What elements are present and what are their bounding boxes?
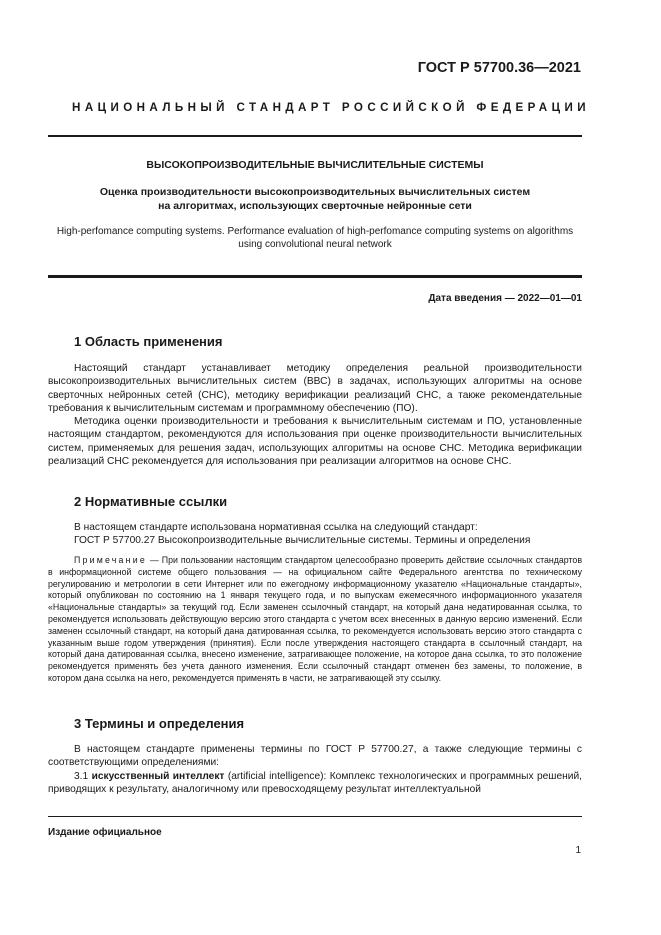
section-2-reference: ГОСТ Р 57700.27 Высокопроизводительные вычислительные системы. Термины и определения [74,535,531,547]
section-1-paragraph-2: Методика оценки производительности и требования к вычислительным системам и ПО, установленные настоящим стандартом, рекомендуются для использования при оценке производительности вычислительных систем, применяемых для решения задач, использующих алгоритмы на основе СНС. Методика верификации реализаций СНС рекомендуется для использования при реализации алгоритмов на основе СНС. [48,416,582,468]
section-1-body [48,362,582,468]
gost-number: ГОСТ Р 57700.36—2021 [417,60,581,76]
section-1-paragraph-1: Настоящий стандарт устанавливает методику определения реальной производительности высокопроизводительных вычислительных систем (ВВС) в задачах, использующих алгоритмы на основе сверточных нейронных сетей (СНС), методику верификации реализаций СНС, а также рекомендательные требования к вычислительным системам и программному обеспечению (ПО). [48,363,582,414]
subtitle-ru-line1: Оценка производительности высокопроизводительных вычислительных систем [99,186,531,198]
document-subtitle-ru [48,185,582,213]
term-text: (artificial intelligence): Комплекс технологических и программных решений, приводящих к результату, аналогичному или превосходящему результат интеллектуальной [48,770,582,795]
note-label: Примечание [74,555,147,565]
page-number: 1 [575,845,581,856]
section-2-heading: 2 Нормативные ссылки [74,494,228,509]
term-name: искусственный интеллект [91,770,225,782]
introduction-date: Дата введения — 2022—01—01 [428,293,582,304]
subtitle-en-line1: High-perfomance computing systems. Performance evaluation of high-perfomance computing systems on algorithms [56,226,574,237]
top-divider [48,135,582,137]
official-edition-label: Издание официальное [48,827,162,838]
subtitle-ru-line2: на алгоритмах, использующих сверточные нейронные сети [158,200,472,212]
section-1-heading: 1 Область применения [74,334,223,349]
section-3-paragraph-1: В настоящем стандарте применены термины по ГОСТ Р 57700.27, а также следующие термины с соответствующими определениями: [48,744,582,769]
note-text: — При пользовании настоящим стандартом целесообразно проверить действие ссылочных стандартов в информационной системе общего пользования — на официальном сайте Федерального агентства по техническому регулированию и метрологии в сети Интернет или по ежегодному информационному указателю «Национальные стандарты», который опубликован по состоянию на 1 января текущего года, и по выпускам ежемесячного информационного указателя «Национальные стандарты» за текущий год. Если заменен ссылочный стандарт, на который дана недатированная ссылка, то рекомендуется использовать действующую версию этого стандарта с учетом всех внесенных в данную версию изменений. Если заменен ссылочный стандарт, на который дана датированная ссылка, то рекомендуется использовать версию этого стандарта с указанным выше годом утверждения (принятия). Если после утверждения настоящего стандарта в ссылочный стандарт, на который дана датированная ссылка, внесено изменение, затрагивающее положение, на которое дана ссылка, то это положение рекомендуется применять без учета данного изменения. Если ссылочный стандарт отменен без замены, то положение, в котором дана ссылка на него, рекомендуется применять в части, не затрагивающей эту ссылку. [48,555,582,683]
national-standard-heading: НАЦИОНАЛЬНЫЙ СТАНДАРТ РОССИЙСКОЙ ФЕДЕРАЦИИ [72,101,590,114]
section-2-body [48,521,582,548]
section-3-body [48,743,582,796]
document-subtitle-en [48,225,582,251]
term-definition-3-1 [48,770,582,797]
section-2-paragraph-1: В настоящем стандарте использована нормативная ссылка на следующий стандарт: [74,522,478,533]
section-2-note [48,555,582,685]
section-3-heading: 3 Термины и определения [74,716,245,731]
document-title: ВЫСОКОПРОИЗВОДИТЕЛЬНЫЕ ВЫЧИСЛИТЕЛЬНЫЕ СИСТЕМЫ [146,159,484,171]
subtitle-en-line2: using convolutional neural network [238,239,392,250]
title-divider [48,275,582,278]
footer-divider [48,816,582,817]
term-number: 3.1 [74,770,92,782]
